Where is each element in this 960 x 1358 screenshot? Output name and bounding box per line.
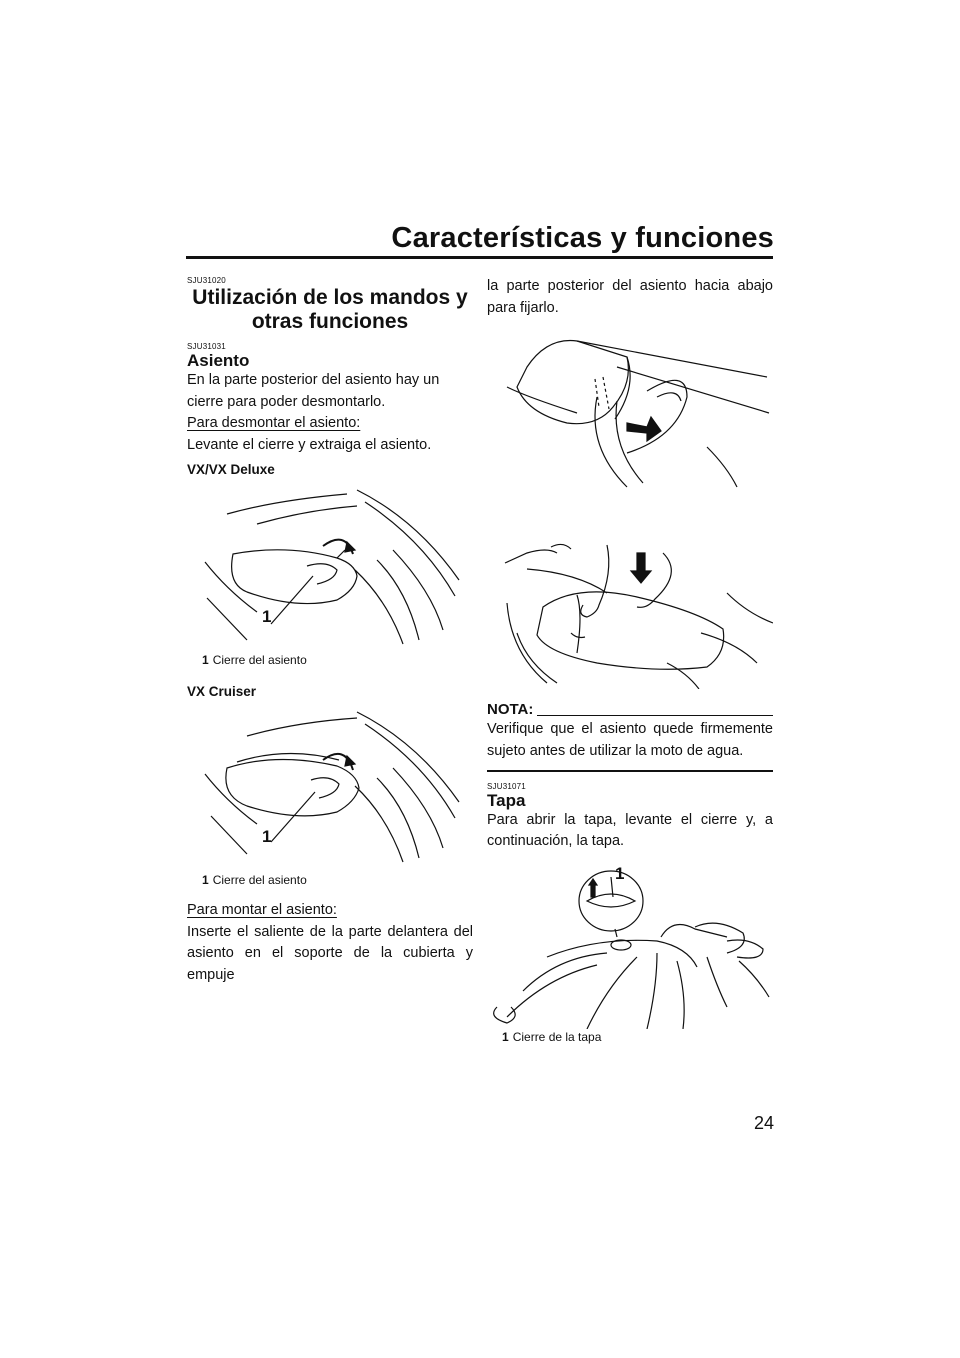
model-label-vx-cruiser: VX Cruiser xyxy=(187,684,257,699)
remove-heading: Para desmontar el asiento: xyxy=(187,415,361,431)
install-heading: Para montar el asiento: xyxy=(187,902,337,918)
left-column xyxy=(187,276,473,986)
seat-lock-illustration-vx xyxy=(187,480,473,652)
install-text: Inserte el saliente de la parte delantera del asiento en el soporte de la cubierta y empuje xyxy=(187,923,473,983)
nota-header xyxy=(487,701,773,719)
subsection-code-tapa: SJU31071 xyxy=(487,781,526,791)
tapa-text: Para abrir la tapa, levante el cierre y, a continuación, la tapa. xyxy=(487,811,773,849)
header-rule xyxy=(186,256,773,259)
figure-callout-1: 1 xyxy=(262,607,272,626)
section-title: Utilización de los mandos y otras funciones xyxy=(192,286,468,333)
install-text-continued: la parte posterior del asiento hacia abajo para fijarlo. xyxy=(487,278,773,316)
caption-number: 1 xyxy=(502,1029,509,1044)
figure-caption-tapa xyxy=(487,1029,773,1045)
nota-box xyxy=(487,701,773,772)
figure-caption-vx xyxy=(187,652,473,668)
seat-install-hands-illustration xyxy=(487,513,773,689)
model-label-vx-deluxe: VX/VX Deluxe xyxy=(187,462,275,477)
intro-paragraph: En la parte posterior del asiento hay un cierre para poder desmontarlo. xyxy=(187,372,440,410)
figure-callout-1: 1 xyxy=(262,827,272,846)
right-column xyxy=(487,276,773,1045)
nota-bottom-rule xyxy=(487,770,773,772)
section-code: SJU31020 xyxy=(187,276,226,285)
caption-number: 1 xyxy=(202,873,209,887)
subsection-code: SJU31031 xyxy=(187,342,226,351)
caption-number: 1 xyxy=(202,653,209,667)
subsection-title-asiento: Asiento xyxy=(187,351,250,370)
figure-callout-1: 1 xyxy=(615,863,625,883)
nota-rule xyxy=(537,715,773,717)
caption-text: Cierre del asiento xyxy=(212,653,307,667)
cover-lock-illustration xyxy=(487,857,773,1029)
nota-text: Verifique que el asiento quede firmemente sujeto antes de utilizar la moto de agua. xyxy=(487,721,773,759)
figure-caption-vx-cruiser xyxy=(187,872,473,888)
remove-text: Levante el cierre y extraiga el asiento. xyxy=(187,436,432,453)
subsection-title-tapa: Tapa xyxy=(487,790,526,810)
page-number: 24 xyxy=(753,1113,774,1133)
seat-rear-push-illustration xyxy=(487,327,773,507)
page-header-title: Características y funciones xyxy=(391,222,774,254)
nota-label: NOTA: xyxy=(487,701,534,718)
seat-lock-illustration-vx-cruiser xyxy=(187,702,473,872)
caption-text: Cierre de la tapa xyxy=(512,1029,602,1044)
caption-text: Cierre del asiento xyxy=(212,873,307,887)
